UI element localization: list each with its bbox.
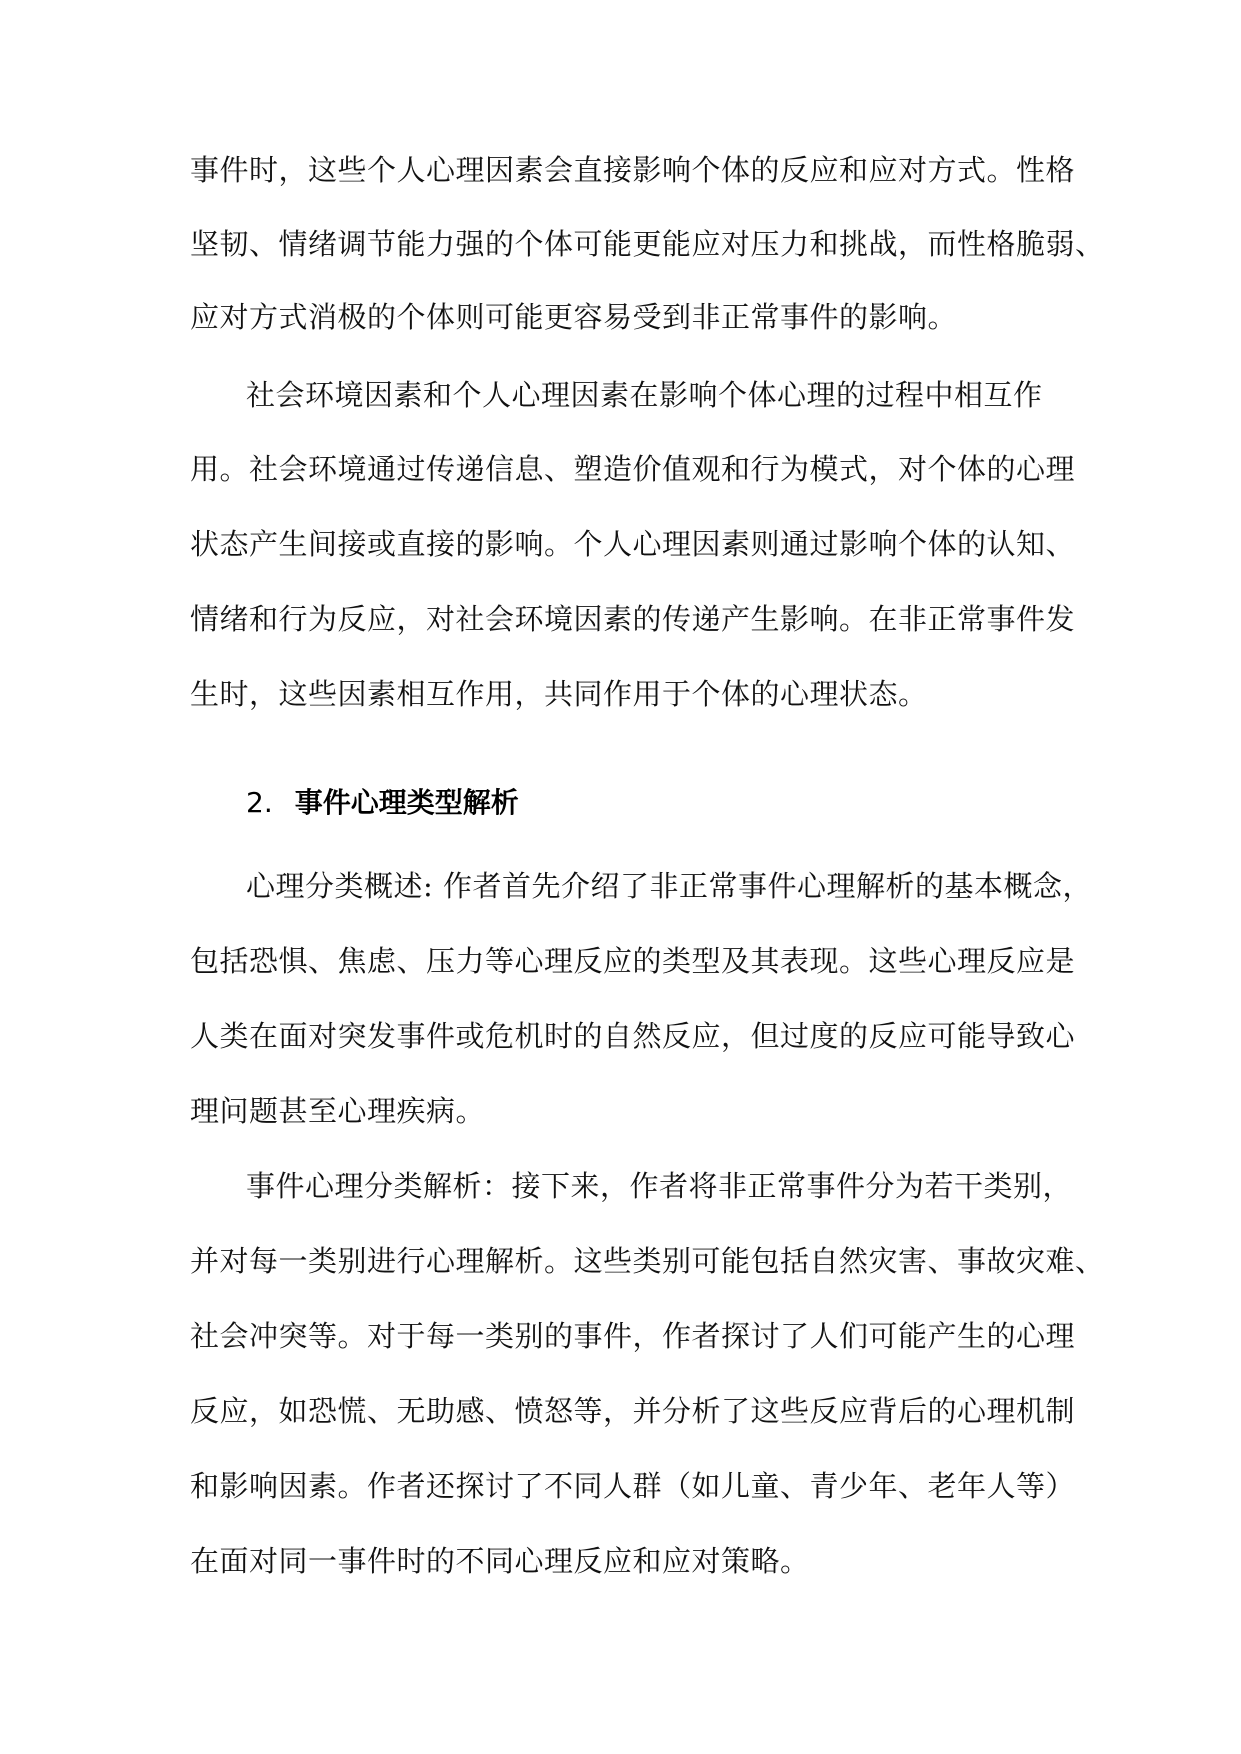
section-paragraph-2-line-2: 并对每一类别进行心理解析。这些类别可能包括自然灾害、事故灾难、 — [190, 1244, 1105, 1278]
paragraph-2-line-1: 社会环境因素和个人心理因素在影响个体心理的过程中相互作 — [246, 378, 1043, 412]
section-paragraph-1-line-3: 人类在面对突发事件或危机时的自然反应，但过度的反应可能导致心 — [190, 1019, 1076, 1053]
section-paragraph-1-line-2: 包括恐惧、焦虑、压力等心理反应的类型及其表现。这些心理反应是 — [190, 944, 1076, 978]
section-title: 事件心理类型解析 — [294, 786, 519, 819]
section-paragraph-2-line-1: 事件心理分类解析：接下来，作者将非正常事件分为若干类别， — [246, 1169, 1073, 1203]
section-heading — [246, 783, 519, 823]
section-paragraph-2-line-6: 在面对同一事件时的不同心理反应和应对策略。 — [190, 1544, 810, 1578]
section-paragraph-2-line-3: 社会冲突等。对于每一类别的事件，作者探讨了人们可能产生的心理 — [190, 1319, 1076, 1353]
section-paragraph-2-line-4: 反应，如恐慌、无助感、愤怒等，并分析了这些反应背后的心理机制 — [190, 1394, 1076, 1428]
paragraph-2-line-4: 情绪和行为反应，对社会环境因素的传递产生影响。在非正常事件发 — [190, 602, 1076, 636]
paragraph-1-line-3: 应对方式消极的个体则可能更容易受到非正常事件的影响。 — [190, 300, 958, 334]
section-paragraph-2-line-5: 和影响因素。作者还探讨了不同人群（如儿童、青少年、老年人等） — [190, 1469, 1076, 1503]
paragraph-1-line-2: 坚韧、情绪调节能力强的个体可能更能应对压力和挑战，而性格脆弱、 — [190, 227, 1105, 261]
paragraph-2-line-3: 状态产生间接或直接的影响。个人心理因素则通过影响个体的认知、 — [190, 527, 1076, 561]
section-paragraph-1-line-1: 心理分类概述: 作者首先介绍了非正常事件心理解析的基本概念， — [246, 869, 1092, 903]
section-number: 2. — [246, 786, 273, 819]
section-paragraph-1-line-4: 理问题甚至心理疾病。 — [190, 1094, 486, 1128]
paragraph-1-line-1: 事件时，这些个人心理因素会直接影响个体的反应和应对方式。性格 — [190, 153, 1076, 187]
paragraph-2-line-2: 用。社会环境通过传递信息、塑造价值观和行为模式，对个体的心理 — [190, 452, 1076, 486]
paragraph-2-line-5: 生时，这些因素相互作用，共同作用于个体的心理状态。 — [190, 677, 928, 711]
